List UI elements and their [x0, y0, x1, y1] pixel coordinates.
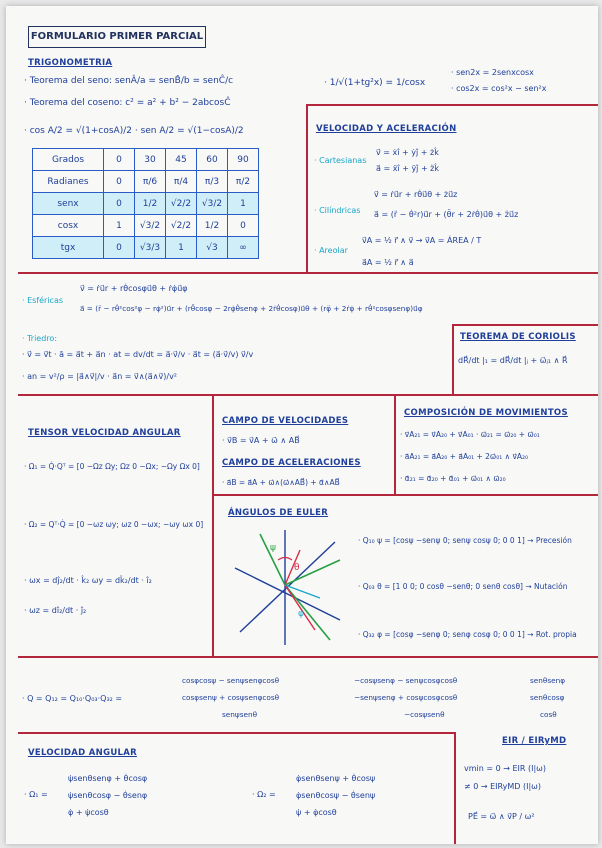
theorem-sine: · Teorema del seno: senÂ/a = senB̂/b = senĈ/c — [24, 76, 234, 86]
identity-cos2x: · cos2x = cos²x − sen²x — [451, 84, 547, 93]
table-row — [33, 171, 259, 193]
matrix-entry: senθsenφ — [530, 676, 566, 685]
matrix-entry: −senψsenφ + cosψcosφcosθ — [354, 693, 458, 702]
areolar-acceleration: a⃗A = ½ r⃗ ∧ a⃗ — [362, 258, 414, 267]
formula-sheet — [6, 6, 598, 844]
euler-q-nutation: · Q₀₃ θ = [1 0 0; 0 cosθ −senθ; 0 senθ cosθ] → Nutación — [358, 582, 568, 591]
table-header: 45 — [166, 149, 197, 171]
table-cell: 1/2 — [197, 215, 228, 237]
areolar-velocity: v⃗A = ½ r⃗ ∧ v⃗ → v⃗A = ÁREA / T — [362, 236, 482, 245]
omega1-comp: ψ̇senθcosφ − θ̇senφ — [68, 791, 148, 800]
acceleration-field-heading: CAMPO DE ACELERACIONES — [222, 458, 361, 468]
trig-table — [32, 148, 259, 259]
angle-phi-label: φ — [298, 609, 304, 619]
table-row — [33, 215, 259, 237]
table-cell: 0 — [104, 193, 135, 215]
cartesian-acceleration: a⃗ = ẍî + ÿĵ + z̈k̂ — [376, 164, 440, 173]
half-angle: · cos A/2 = √(1+cosA)/2 · sen A/2 = √(1−cosA)/2 — [24, 126, 244, 136]
theorem-cosine: · Teorema del coseno: c² = a² + b² − 2abcosĈ — [24, 98, 231, 108]
table-cell: Radianes — [33, 171, 104, 193]
euler-q-rotation: · Q₃₂ φ = [cosφ −senφ 0; senφ cosφ 0; 0 0 1] → Rot. propia — [358, 630, 577, 639]
tensor-wx: · ωx = dĵ₂/dt · k̂₂ ωy = dk̂₂/dt · î₂ — [24, 576, 152, 585]
rotated-axis-red — [285, 585, 315, 630]
omega1-comp: ψ̇senθsenφ + θ̇cosφ — [68, 774, 148, 783]
axis-x — [235, 568, 340, 620]
matrix-entry: cosθ — [540, 710, 557, 719]
table-header: Grados — [33, 149, 104, 171]
divider — [18, 732, 454, 734]
table-cell: π/3 — [197, 171, 228, 193]
triedro-line2: · an = v²/ρ = |a⃗∧v⃗|/v · a⃗n = v⃗∧(a⃗∧v⃗)/v² — [22, 372, 178, 381]
divider — [452, 324, 598, 326]
angular-velocity-heading: VELOCIDAD ANGULAR — [28, 748, 137, 758]
angle-theta-label: θ — [294, 563, 300, 573]
table-row — [33, 193, 259, 215]
trig-table-wrap — [32, 148, 259, 259]
divider — [394, 394, 396, 494]
table-cell: 1 — [166, 237, 197, 259]
coriolis-formula: dR⃗/dt |₁ = dR⃗/dt |ⱼ + ω⃗ⱼ₁ ∧ R⃗ — [458, 356, 568, 365]
matrix-entry: senψsenθ — [222, 710, 258, 719]
page-title: FORMULARIO PRIMER PARCIAL — [30, 31, 204, 42]
matrix-entry: −cosψsenθ — [404, 710, 445, 719]
table-cell: 0 — [104, 171, 135, 193]
omega2-comp: ψ̇ + φ̇cosθ — [296, 808, 337, 817]
areolar-label: · Areolar — [314, 246, 348, 255]
divider — [212, 394, 214, 656]
title-box — [28, 26, 206, 48]
velocity-field-formula: · v⃗B = v⃗A + ω⃗ ∧ AB⃗ — [222, 436, 300, 445]
cartesian-label: · Cartesianas — [314, 156, 367, 165]
divider — [454, 732, 456, 844]
table-cell: π/2 — [228, 171, 259, 193]
velocity-field-heading: CAMPO DE VELOCIDADES — [222, 416, 349, 426]
composition-heading: COMPOSICIÓN DE MOVIMIENTOS — [404, 408, 568, 418]
matrix-entry: cosφcosψ − senψsenφcosθ — [182, 676, 280, 685]
rotated-axis-green — [260, 534, 285, 585]
table-cell: 1/2 — [135, 193, 166, 215]
omega1-vector — [68, 772, 147, 820]
table-cell: √2/2 — [166, 193, 197, 215]
cylindrical-acceleration: a⃗ = (r̈ − θ̇²r)u⃗r + (θ̈r + 2ṙθ̇)u⃗θ + z̈u⃗z — [374, 210, 519, 219]
tensor-wz: · ωz = dî₂/dt · ĵ₂ — [24, 606, 87, 615]
table-row — [33, 237, 259, 259]
table-cell: 0 — [228, 215, 259, 237]
euler-q-precession: · Q₁₀ ψ = [cosψ −senψ 0; senψ cosψ 0; 0 0 1] → Precesión — [358, 536, 572, 545]
coriolis-heading: TEOREMA DE CORIOLIS — [460, 332, 576, 342]
eir-line2: ≠ 0 → EIRyMD (I|ω) — [464, 782, 541, 791]
omega1-label: · Ω₁ = — [24, 790, 48, 799]
composition-line2: · a⃗A₂₁ = a⃗A₂₀ + a⃗A₀₁ + 2ω⃗₀₁ ∧ v⃗A₂₀ — [400, 452, 529, 461]
composition-line3: · α⃗₂₁ = α⃗₂₀ + α⃗₀₁ + ω⃗₀₁ ∧ ω⃗₂₀ — [400, 474, 506, 483]
euler-diagram — [220, 520, 350, 650]
divider — [306, 104, 598, 106]
table-cell: cosx — [33, 215, 104, 237]
omega2-comp: φ̇senθcosψ − θ̇senψ — [296, 791, 376, 800]
table-cell: √3/2 — [135, 215, 166, 237]
identity-sin2x: · sen2x = 2senxcosx — [451, 68, 534, 77]
divider — [18, 656, 598, 658]
table-header: 30 — [135, 149, 166, 171]
velocity-heading: VELOCIDAD Y ACELERACIÓN — [316, 124, 457, 134]
matrix-entry: senθcosφ — [530, 693, 565, 702]
table-cell: π/6 — [135, 171, 166, 193]
table-cell: √3/2 — [197, 193, 228, 215]
table-cell: √2/2 — [166, 215, 197, 237]
acceleration-field-formula: · a⃗B = a⃗A + ω⃗∧(ω⃗∧AB⃗) + α⃗∧AB⃗ — [222, 478, 340, 487]
table-header: 0 — [104, 149, 135, 171]
cartesian-velocity: v⃗ = ẋî + ẏĵ + żk̂ — [376, 148, 439, 157]
eir-line3: PE⃗ = ω⃗ ∧ v⃗P / ω² — [468, 812, 535, 821]
eir-line1: vmin = 0 → EIR (I|ω) — [464, 764, 546, 773]
table-cell: tgx — [33, 237, 104, 259]
spherical-acceleration: a⃗ = (r̈ − rθ̇²cos²φ − rφ̇²)u⃗r + (rθ̈cosφ − 2rφ̇θ̇senφ + 2ṙθ̇cosφ)u⃗θ + (rφ̈ + 2ṙφ̇ + rθ̇²cosφsenφ)u⃗φ — [80, 304, 423, 313]
table-cell: 0 — [104, 237, 135, 259]
identity-tangent: · 1/√(1+tg²x) = 1/cosx — [324, 78, 426, 88]
spherical-label: · Esféricas — [22, 296, 64, 305]
cylindrical-label: · Cilíndricas — [314, 206, 361, 215]
table-cell: √3/3 — [135, 237, 166, 259]
omega1-comp: φ̇ + ψ̇cosθ — [68, 808, 109, 817]
table-header: 90 — [228, 149, 259, 171]
matrix-entry: cosφsenψ + cosψsenφcosθ — [182, 693, 280, 702]
cylindrical-velocity: v⃗ = ṙu⃗r + rθ̇u⃗θ + żu⃗z — [374, 190, 458, 199]
triedro-label: · Triedro: — [22, 334, 58, 343]
omega2-label: · Ω₂ = — [252, 790, 276, 799]
divider — [212, 494, 598, 496]
table-cell: ∞ — [228, 237, 259, 259]
omega2-vector — [296, 772, 375, 820]
table-cell: π/4 — [166, 171, 197, 193]
divider — [18, 394, 598, 396]
matrix-entry: −cosψsenφ − senψcosφcosθ — [354, 676, 458, 685]
table-header: 60 — [197, 149, 228, 171]
table-cell: √3 — [197, 237, 228, 259]
divider — [306, 104, 308, 272]
divider — [452, 324, 454, 394]
tensor-omega1: · Ω₁ = Q̇·Qᵀ = [0 −Ωz Ωy; Ωz 0 −Ωx; −Ωy Ωx 0] — [24, 462, 200, 471]
divider — [18, 272, 598, 274]
table-header-row — [33, 149, 259, 171]
eir-heading: EIR / EIRyMD — [502, 736, 567, 746]
table-cell: senx — [33, 193, 104, 215]
tensor-omega2: · Ω₂ = Qᵀ·Q̇ = [0 −ωz ωy; ωz 0 −ωx; −ωy ωx 0] — [24, 520, 204, 529]
tensor-heading: TENSOR VELOCIDAD ANGULAR — [28, 428, 181, 438]
spherical-velocity: v⃗ = ṙu⃗r + rθ̇cosφu⃗θ + ṙφ̇u⃗φ — [80, 284, 188, 293]
omega2-comp: φ̇senθsenψ + θ̇cosψ — [296, 774, 376, 783]
composition-line1: · v⃗A₂₁ = v⃗A₂₀ + v⃗A₀₁ · ω⃗₂₁ = ω⃗₂₀ + ω⃗₀₁ — [400, 430, 540, 439]
q-full-label: · Q = Q₁₂ = Q₁₀·Q₀₃·Q₃₂ = — [22, 694, 123, 703]
trig-section — [28, 58, 112, 68]
triedro-line1: · v⃗ = v⃗t · ā = a⃗t + a⃗n · at = dv/dt = a⃗·v⃗/v · a⃗t = (a⃗·v⃗/v) v⃗/v — [22, 350, 254, 359]
angle-psi-label: ψ — [270, 543, 276, 553]
table-cell: 1 — [104, 215, 135, 237]
euler-heading: ÁNGULOS DE EULER — [228, 508, 329, 518]
table-cell: 1 — [228, 193, 259, 215]
trig-heading: TRIGONOMETRIA — [28, 58, 113, 68]
